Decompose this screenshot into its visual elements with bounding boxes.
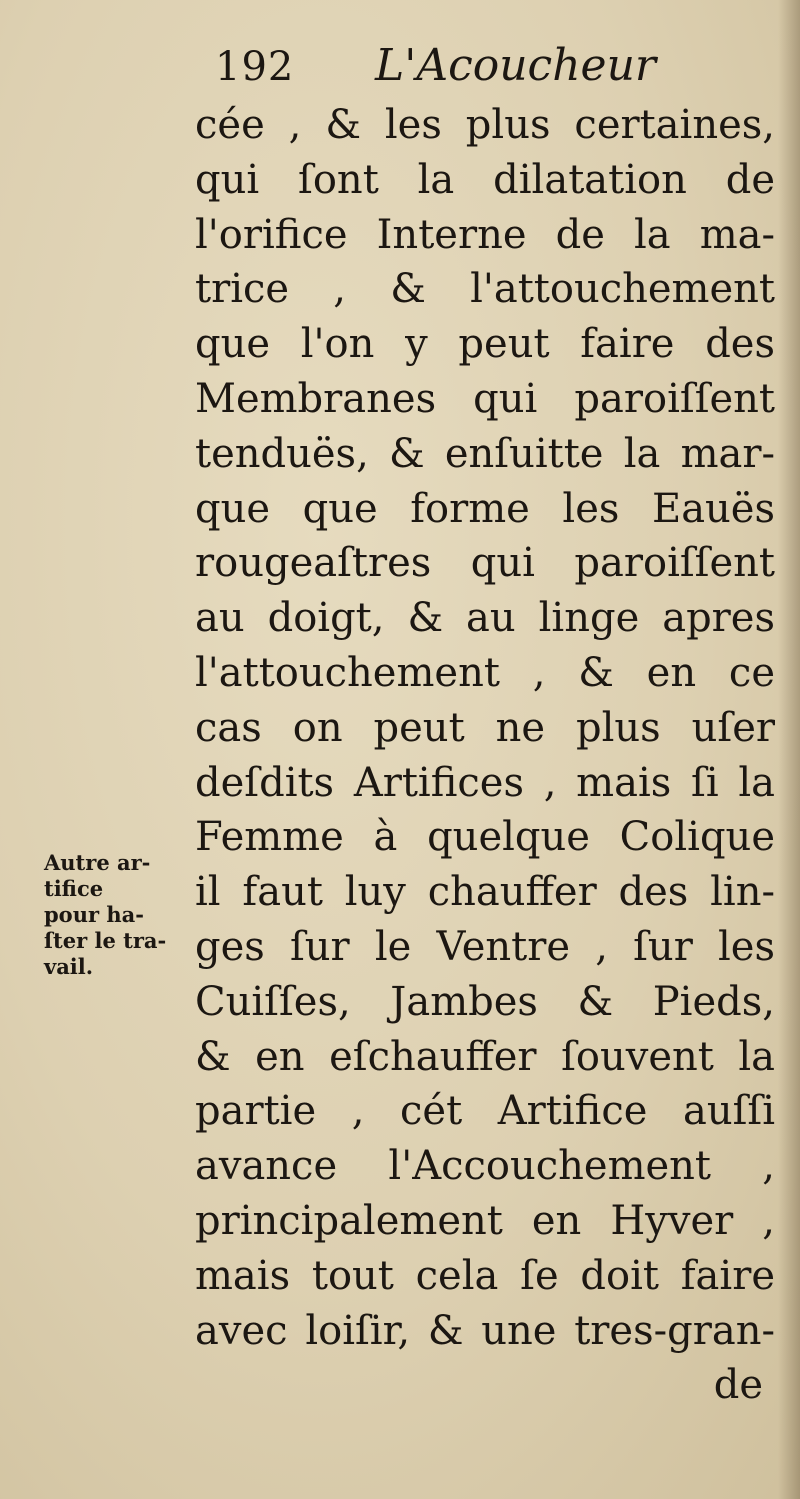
text-line: tenduës, & enſuitte la mar- [195, 430, 775, 477]
page-gutter-shadow [778, 0, 800, 1499]
text-line: que l'on y peut faire des [195, 321, 775, 368]
catchword: de [713, 1362, 763, 1409]
text-line: avec loiſir, & une tres-gran- [195, 1307, 775, 1354]
text-line: au doigt, & au linge apres [195, 595, 775, 642]
text-line: Cuiſſes, Jambes & Pieds, [195, 978, 775, 1025]
margin-note-line: tifice [44, 876, 104, 901]
text-line: & en eſchauffer ſouvent la [195, 1033, 775, 1080]
text-line: l'orifice Interne de la ma- [195, 211, 775, 258]
text-line: que que forme les Eauës [195, 485, 775, 532]
page-header [215, 38, 735, 98]
text-line: principalement en Hyver , [195, 1197, 775, 1244]
text-line: partie , cét Artifice auſſi [195, 1088, 775, 1135]
margin-note-line: vail. [44, 954, 94, 979]
text-line: trice , & l'attouchement [195, 266, 775, 313]
text-line: rougeaſtres qui paroiſſent [195, 540, 775, 587]
text-line: ges ſur le Ventre , ſur les [195, 923, 775, 970]
text-line: avance l'Accouchement , [195, 1143, 775, 1190]
page-number: 192 [215, 44, 295, 90]
text-line: cée , & les plus certaines, [195, 102, 775, 148]
text-line: qui ſont la dilatation de [195, 156, 775, 203]
text-line: il faut luy chauffer des lin- [195, 869, 775, 916]
text-line: deſdits Artifices , mais ſi la [195, 759, 775, 806]
margin-note [44, 850, 184, 980]
margin-note-line: Autre ar- [44, 850, 151, 875]
margin-note-line: pour ha- [44, 902, 144, 927]
text-line: l'attouchement , & en ce [195, 649, 775, 696]
text-line: mais tout cela ſe doit faire [195, 1252, 775, 1299]
body-text [195, 98, 775, 1413]
margin-note-line: ſter le tra- [44, 928, 167, 953]
text-line: cas on peut ne plus uſer [195, 704, 775, 751]
text-line: Femme à quelque Colique [195, 814, 775, 861]
running-title: L'Acoucheur [375, 40, 656, 91]
text-line: Membranes qui paroiſſent [195, 375, 775, 422]
